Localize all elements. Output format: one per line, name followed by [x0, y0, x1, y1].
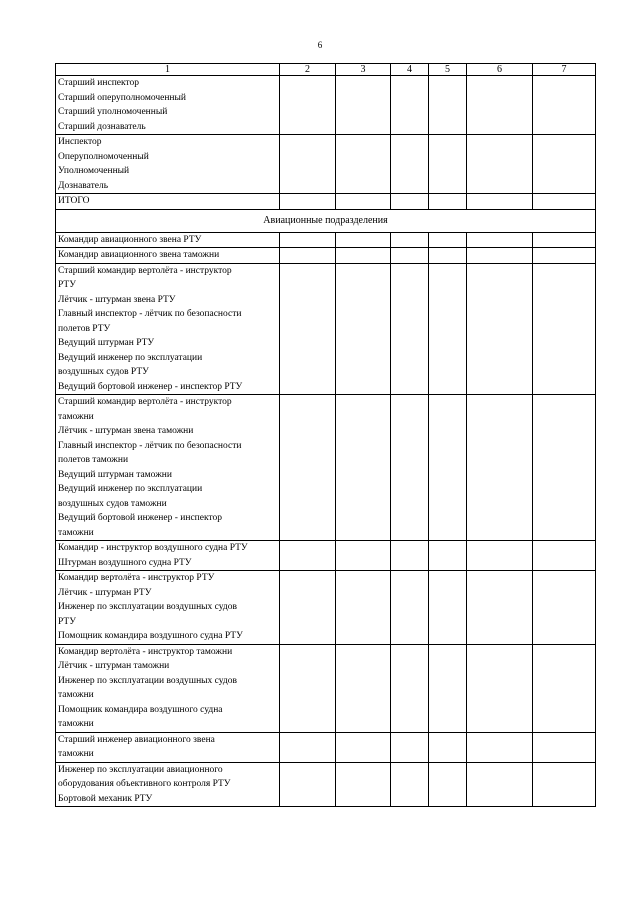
value-cell	[467, 135, 533, 194]
value-cell	[429, 194, 467, 210]
position-label: Главный инспектор - лётчик по безопасности	[58, 440, 242, 451]
position-label: Командир - инструктор воздушного судна РТУ	[58, 543, 248, 553]
value-cell	[336, 248, 391, 264]
value-cell	[391, 732, 429, 762]
value-cell	[280, 263, 336, 395]
value-cell	[429, 76, 467, 135]
value-cell	[391, 76, 429, 135]
position-label: Оперуполномоченный	[58, 151, 149, 162]
value-cell	[391, 644, 429, 732]
value-cell	[429, 248, 467, 264]
value-cell	[533, 232, 596, 248]
column-header-2: 2	[280, 64, 336, 76]
value-cell	[467, 395, 533, 541]
value-cell	[391, 571, 429, 645]
value-cell	[429, 541, 467, 571]
position-label: таможни	[58, 411, 94, 422]
value-cell	[280, 644, 336, 732]
value-cell	[280, 762, 336, 807]
position-label: Штурман воздушного судна РТУ	[58, 557, 192, 568]
value-cell	[429, 232, 467, 248]
header-row	[56, 64, 596, 76]
position-label: Командир авиационного звена таможни	[58, 250, 220, 260]
value-cell	[467, 232, 533, 248]
value-cell	[467, 248, 533, 264]
value-cell	[391, 395, 429, 541]
position-row	[56, 76, 596, 135]
position-row	[56, 135, 596, 194]
value-cell	[533, 732, 596, 762]
value-cell	[467, 644, 533, 732]
column-header-1: 1	[56, 64, 280, 76]
value-cell	[467, 571, 533, 645]
value-cell	[391, 762, 429, 807]
position-label: Ведущий бортовой инженер - инспектор РТУ	[58, 381, 243, 392]
position-label: Старший командир вертолёта - инструктор	[58, 397, 232, 407]
position-cell	[56, 762, 280, 807]
value-cell	[280, 248, 336, 264]
column-header-4: 4	[391, 64, 429, 76]
section-row	[56, 209, 596, 232]
position-label: Ведущий бортовой инженер - инспектор	[58, 513, 222, 523]
position-label: Лётчик - штурман РТУ	[58, 587, 152, 598]
position-cell	[56, 76, 280, 135]
page-number: 6	[317, 40, 323, 50]
value-cell	[467, 76, 533, 135]
value-cell	[533, 76, 596, 135]
position-label: Помощник командира воздушного судна	[58, 704, 223, 715]
position-label: Ведущий инженер по эксплуатации	[58, 484, 203, 494]
value-cell	[467, 263, 533, 395]
value-cell	[391, 263, 429, 395]
position-label: Командир авиационного звена РТУ	[58, 234, 202, 245]
position-label: Бортовой механик РТУ	[58, 793, 153, 804]
position-label: Старший оперуполномоченный	[58, 92, 186, 103]
staff-table	[55, 63, 596, 807]
value-cell	[533, 194, 596, 210]
position-label: Ведущий инженер по эксплуатации	[58, 352, 203, 363]
position-label: Старший командир вертолёта - инструктор	[58, 265, 232, 276]
value-cell	[429, 263, 467, 395]
value-cell	[391, 194, 429, 210]
value-cell	[533, 395, 596, 541]
value-cell	[336, 194, 391, 210]
position-label: Ведущий штурман таможни	[58, 469, 172, 480]
value-cell	[336, 232, 391, 248]
position-cell	[56, 732, 280, 762]
value-cell	[280, 732, 336, 762]
section-title: Авиационные подразделения	[56, 209, 596, 232]
value-cell	[280, 395, 336, 541]
value-cell	[336, 732, 391, 762]
position-label: Инженер по эксплуатации авиационного	[58, 764, 223, 775]
value-cell	[391, 541, 429, 571]
position-label: воздушных судов РТУ	[58, 367, 149, 377]
position-cell	[56, 248, 280, 264]
value-cell	[391, 248, 429, 264]
value-cell	[467, 762, 533, 807]
position-cell	[56, 644, 280, 732]
value-cell	[467, 732, 533, 762]
position-label: Инспектор	[58, 137, 102, 147]
position-label: Уполномоченный	[58, 166, 130, 176]
position-label: Старший уполномоченный	[58, 107, 168, 117]
value-cell	[336, 541, 391, 571]
value-cell	[429, 395, 467, 541]
position-row	[56, 571, 596, 645]
position-label: РТУ	[58, 280, 76, 290]
value-cell	[467, 541, 533, 571]
position-label: таможни	[58, 719, 94, 729]
position-cell	[56, 232, 280, 248]
value-cell	[280, 541, 336, 571]
position-row	[56, 762, 596, 807]
value-cell	[391, 135, 429, 194]
value-cell	[429, 644, 467, 732]
position-cell	[56, 194, 280, 210]
position-label: Командир вертолёта - инструктор РТУ	[58, 573, 215, 583]
position-label: Старший инженер авиационного звена	[58, 734, 215, 745]
value-cell	[533, 541, 596, 571]
position-label: Инженер по эксплуатации воздушных судов	[58, 675, 237, 686]
value-cell	[429, 762, 467, 807]
value-cell	[336, 395, 391, 541]
position-label: РТУ	[58, 616, 76, 627]
position-row	[56, 395, 596, 541]
position-label: ИТОГО	[58, 196, 90, 206]
column-header-6: 6	[467, 64, 533, 76]
value-cell	[336, 263, 391, 395]
value-cell	[533, 762, 596, 807]
position-label: Старший дознаватель	[58, 121, 146, 132]
value-cell	[280, 232, 336, 248]
column-header-7: 7	[533, 64, 596, 76]
position-label: таможни	[58, 690, 94, 700]
position-row	[56, 194, 596, 210]
position-label: Лётчик - штурман таможни	[58, 661, 170, 671]
position-label: Лётчик - штурман звена таможни	[58, 426, 194, 436]
column-header-5: 5	[429, 64, 467, 76]
value-cell	[336, 762, 391, 807]
position-label: Инженер по эксплуатации воздушных судов	[58, 602, 237, 612]
position-cell	[56, 263, 280, 395]
value-cell	[429, 732, 467, 762]
value-cell	[336, 571, 391, 645]
position-label: Помощник командира воздушного судна РТУ	[58, 631, 243, 641]
value-cell	[336, 135, 391, 194]
position-row	[56, 263, 596, 395]
value-cell	[467, 194, 533, 210]
position-label: воздушных судов таможни	[58, 498, 167, 509]
position-row	[56, 232, 596, 248]
value-cell	[280, 76, 336, 135]
value-cell	[533, 263, 596, 395]
column-header-3: 3	[336, 64, 391, 76]
position-label: Главный инспектор - лётчик по безопасности	[58, 309, 242, 319]
position-cell	[56, 541, 280, 571]
value-cell	[336, 76, 391, 135]
value-cell	[533, 571, 596, 645]
value-cell	[533, 248, 596, 264]
position-label: Дознаватель	[58, 180, 109, 191]
value-cell	[533, 135, 596, 194]
position-label: таможни	[58, 749, 94, 759]
position-label: Ведущий штурман РТУ	[58, 338, 155, 348]
value-cell	[429, 135, 467, 194]
value-cell	[533, 644, 596, 732]
value-cell	[280, 135, 336, 194]
position-cell	[56, 571, 280, 645]
position-label: Лётчик - штурман звена РТУ	[58, 294, 176, 305]
value-cell	[429, 571, 467, 645]
value-cell	[280, 194, 336, 210]
position-row	[56, 248, 596, 264]
position-row	[56, 541, 596, 571]
position-label: таможни	[58, 527, 94, 538]
value-cell	[336, 644, 391, 732]
value-cell	[280, 571, 336, 645]
position-cell	[56, 135, 280, 194]
position-label: полетов таможни	[58, 455, 129, 465]
position-row	[56, 732, 596, 762]
position-label: оборудования объективного контроля РТУ	[58, 779, 231, 789]
position-label: Старший инспектор	[58, 78, 140, 88]
position-cell	[56, 395, 280, 541]
position-label: полетов РТУ	[58, 323, 111, 334]
value-cell	[391, 232, 429, 248]
position-row	[56, 644, 596, 732]
position-label: Командир вертолёта - инструктор таможни	[58, 646, 233, 657]
